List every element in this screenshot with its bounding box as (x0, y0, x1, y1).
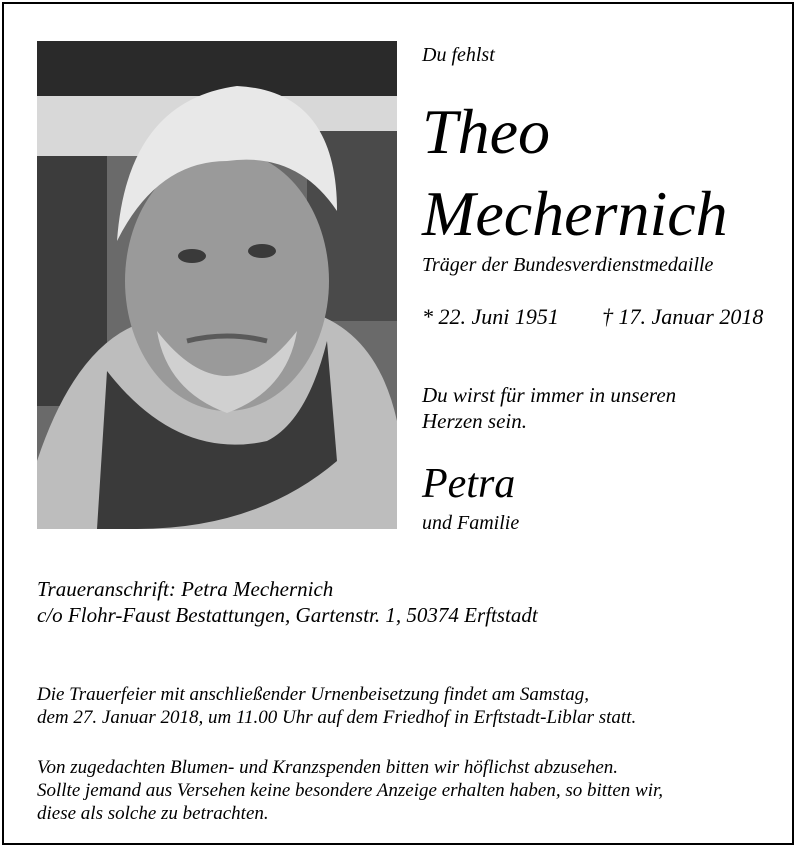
portrait-photo (37, 41, 397, 529)
signer-family: und Familie (422, 512, 520, 534)
ceremony-line: dem 27. Januar 2018, um 11.00 Uhr auf dem Friedhof in Erftstadt-Liblar statt. (37, 707, 637, 728)
address-line: c/o Flohr-Faust Bestattungen, Gartenstr. 1, 50374 Erftstadt (37, 603, 538, 627)
flowers-line: diese als solche zu betrachten. (37, 803, 269, 824)
death-date: † 17. Januar 2018 (602, 304, 764, 329)
ceremony-line: Die Trauerfeier mit anschließender Urnenbeisetzung findet am Samstag, (37, 684, 589, 705)
quote-line: Du wirst für immer in unseren (422, 383, 677, 407)
eyebrow-text: Du fehlst (422, 44, 495, 66)
signer-name: Petra (422, 461, 516, 507)
portrait-illustration (37, 41, 397, 529)
ceremony-paragraph (37, 683, 777, 729)
obituary-notice (2, 2, 794, 845)
honor-title: Träger der Bundesverdienstmedaille (422, 254, 714, 276)
last-name: Mechernich (422, 178, 728, 249)
flowers-line: Sollte jemand aus Versehen keine besondere Anzeige erhalten haben, so bitten wir, (37, 780, 664, 801)
flowers-paragraph (37, 756, 777, 825)
memorial-quote (422, 382, 762, 434)
address-line: Traueranschrift: Petra Mechernich (37, 577, 334, 601)
birth-date: * 22. Juni 1951 (422, 304, 559, 329)
mourning-address (37, 576, 538, 628)
quote-line: Herzen sein. (422, 409, 527, 433)
flowers-line: Von zugedachten Blumen- und Kranzspenden bitten wir höflichst abzusehen. (37, 757, 619, 778)
first-name: Theo (422, 96, 550, 167)
